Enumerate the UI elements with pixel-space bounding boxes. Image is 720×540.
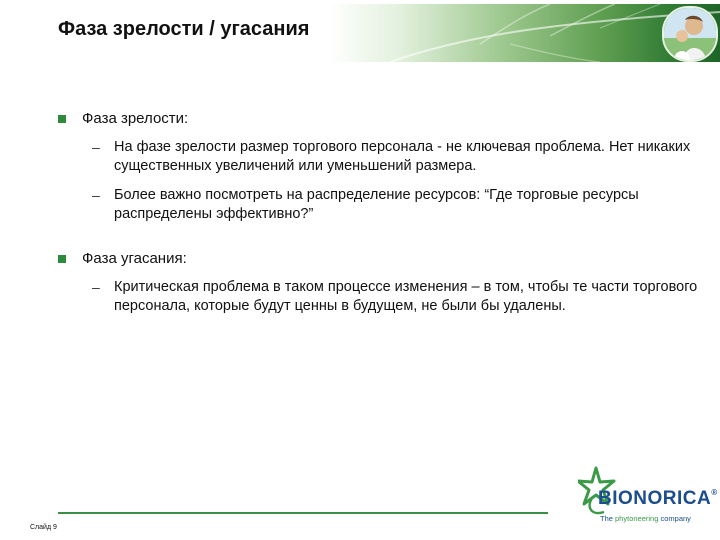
section-heading bbox=[58, 250, 698, 268]
square-bullet-icon bbox=[58, 255, 66, 263]
sub-point bbox=[58, 186, 698, 224]
logo-wordmark bbox=[598, 488, 718, 510]
section-heading bbox=[58, 110, 698, 128]
slide-content bbox=[58, 110, 698, 316]
dash-bullet-icon: – bbox=[92, 187, 100, 203]
slide-number: Слайд 9 bbox=[30, 524, 57, 531]
dash-bullet-icon: – bbox=[92, 279, 100, 295]
sub-point-text: Более важно посмотреть на распределение ресурсов: “Где торговые ресурсы распределены эффективно?” bbox=[114, 187, 639, 222]
tagline-accent: phytoneering bbox=[615, 514, 659, 523]
sub-point bbox=[58, 278, 698, 316]
tagline-prefix: The bbox=[600, 514, 616, 523]
section-maturity bbox=[58, 110, 698, 224]
dash-bullet-icon: – bbox=[92, 139, 100, 155]
tagline-suffix: company bbox=[658, 514, 691, 523]
square-bullet-icon bbox=[58, 115, 66, 123]
footer-divider bbox=[58, 512, 548, 514]
logo-tagline bbox=[600, 514, 691, 523]
registered-mark: ® bbox=[711, 488, 718, 497]
section-decline bbox=[58, 250, 698, 316]
sub-point-text: Критическая проблема в таком процессе изменения – в том, чтобы те части торгового персонала, которые будут ценны в будущем, не были бы удалены. bbox=[114, 279, 698, 314]
family-photo bbox=[662, 6, 718, 62]
slide-title: Фаза зрелости / угасания bbox=[58, 18, 310, 40]
sub-point-text: На фазе зрелости размер торгового персонала - не ключевая проблема. Нет никаких существенных увеличений или уменьшений размера. bbox=[114, 139, 691, 174]
logo-name: BIONORICA bbox=[598, 488, 712, 509]
sub-point bbox=[58, 138, 698, 176]
section-heading-text: Фаза зрелости: bbox=[82, 110, 189, 127]
section-heading-text: Фаза угасания: bbox=[82, 250, 187, 267]
